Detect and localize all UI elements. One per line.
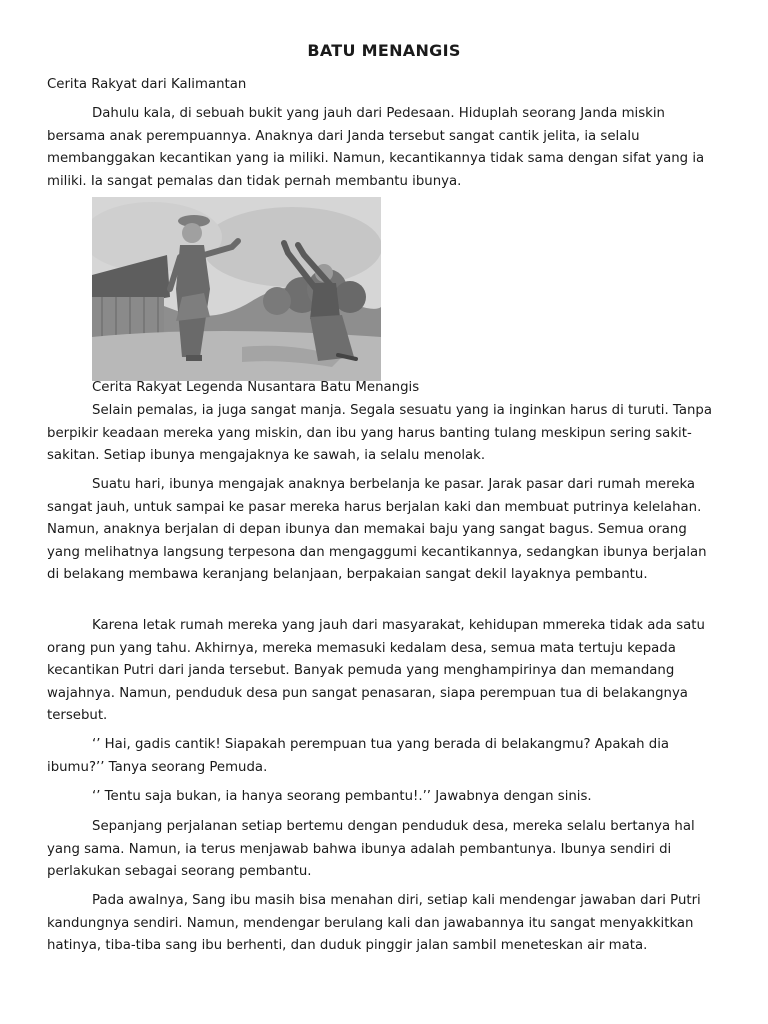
- paragraph-8: [47, 890, 722, 958]
- paragraph-text: ‘’ Tentu saja bukan, ia hanya seorang pembantu!.’’ Jawabnya dengan sinis.: [92, 789, 592, 804]
- story-illustration: [92, 197, 381, 381]
- paragraph-text: ‘’ Hai, gadis cantik! Siapakah perempuan tua yang berada di belakangmu? Apakah dia ibumu?’’ Tanya seorang Pemuda.: [47, 737, 670, 775]
- document-title: BATU MENANGIS: [307, 41, 461, 60]
- paragraph-7: [47, 816, 722, 884]
- paragraph-3: [47, 474, 722, 587]
- paragraph-4: [47, 615, 722, 728]
- paragraph-text: Selain pemalas, ia juga sangat manja. Segala sesuatu yang ia inginkan harus di turuti. Tanpa berpikir keadaan mereka yang miskin, dan ibu yang harus banting tulang meskipun sering sakit-sakitan. Setiap ibunya mengajaknya ke sawah, ia selalu menolak.: [47, 403, 712, 463]
- paragraph-6: [47, 786, 722, 809]
- paragraph-text: Dahulu kala, di sebuah bukit yang jauh dari Pedesaan. Hiduplah seorang Janda miskin bersama anak perempuannya. Anaknya dari Janda tersebut sangat cantik jelita, ia selalu membanggakan kecantikan yang ia miliki. Namun, kecantikannya tidak sama dengan sifat yang ia miliki. Ia sangat pemalas dan tidak pernah membantu ibunya.: [47, 106, 705, 189]
- paragraph-text: Sepanjang perjalanan setiap bertemu dengan penduduk desa, mereka selalu bertanya hal yang sama. Namun, ia terus menjawab bahwa ibunya adalah pembantunya. Ibunya sendiri di perlakukan sebagai seorang pembantu.: [47, 819, 695, 879]
- paragraph-text: Karena letak rumah mereka yang jauh dari masyarakat, kehidupan mmereka tidak ada satu orang pun yang tahu. Akhirnya, mereka memasuki kedalam desa, semua mata tertuju kepada kecantikan Putri dari janda tersebut. Banyak pemuda yang menghampirinya dan memandang wajahnya. Namun, penduduk desa pun sangat penasaran, siapa perempuan tua di belakangnya tersebut.: [47, 618, 705, 723]
- document-subtitle: Cerita Rakyat dari Kalimantan: [47, 77, 247, 92]
- paragraph-text: Pada awalnya, Sang ibu masih bisa menahan diri, setiap kali mendengar jawaban dari Putri kandungnya sendiri. Namun, mendengar berulang kali dan jawabannya itu sangat menyakkitkan hatinya, tiba-tiba sang ibu berhenti, dan duduk pinggir jalan sambil meneteskan air mata.: [47, 893, 701, 953]
- image-caption: Cerita Rakyat Legenda Nusantara Batu Menangis: [92, 380, 420, 395]
- paragraph-5: [47, 734, 722, 779]
- paragraph-1: [47, 103, 722, 193]
- paragraph-2: [47, 400, 722, 468]
- paragraph-text: Suatu hari, ibunya mengajak anaknya berbelanja ke pasar. Jarak pasar dari rumah mereka sangat jauh, untuk sampai ke pasar mereka harus berjalan kaki dan membuat putrinya kelelahan. Namun, anaknya berjalan di depan ibunya dan memakai baju yang sangat bagus. Semua orang yang melihatnya langsung terpesona dan mengaggumi kecantikannya, sedangkan ibunya berjalan di belakang membawa keranjang belanjaan, berpakaian sangat dekil layaknya pembantu.: [47, 477, 707, 582]
